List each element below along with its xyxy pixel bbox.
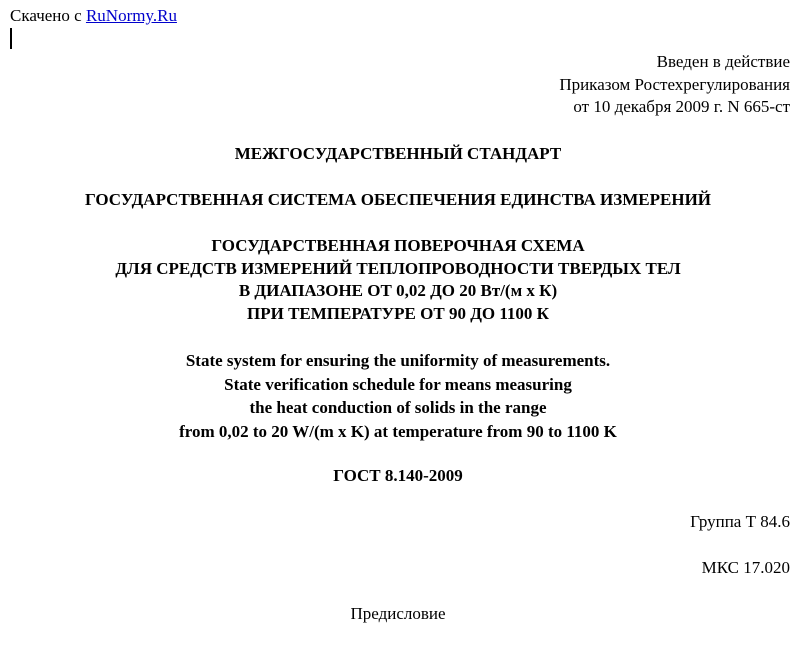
enactment-note bbox=[559, 51, 790, 119]
english-title-line: from 0,02 to 20 W/(m x K) at temperature from 90 to 1100 K bbox=[179, 421, 617, 441]
runormy-link[interactable]: RuNormy.Ru bbox=[85, 6, 177, 25]
scheme-title-line: В ДИАПАЗОНЕ ОТ 0,02 ДО 20 Вт/(м х К) bbox=[238, 281, 558, 300]
measurement-system-heading: ГОСУДАРСТВЕННАЯ СИСТЕМА ОБЕСПЕЧЕНИЯ ЕДИНСТВА ИЗМЕРЕНИЙ bbox=[84, 190, 712, 209]
verification-scheme-title bbox=[0, 235, 796, 325]
english-title-line: the heat conduction of solids in the range bbox=[249, 398, 547, 417]
mks-code: МКС 17.020 bbox=[701, 558, 790, 577]
enactment-line-3: от 10 декабря 2009 г. N 665-ст bbox=[573, 97, 790, 116]
enactment-line-1: Введен в действие bbox=[656, 52, 790, 71]
interstate-standard-heading: МЕЖГОСУДАРСТВЕННЫЙ СТАНДАРТ bbox=[234, 144, 562, 163]
english-title-line: State system for ensuring the uniformity of measurements. bbox=[185, 351, 611, 370]
scheme-title-line: ГОСУДАРСТВЕННАЯ ПОВЕРОЧНАЯ СХЕМА bbox=[211, 236, 585, 255]
download-source-prefix: Скачено с bbox=[10, 6, 82, 25]
scheme-title-line: ДЛЯ СРЕДСТВ ИЗМЕРЕНИЙ ТЕПЛОПРОВОДНОСТИ ТВЕРДЫХ ТЕЛ bbox=[115, 258, 681, 278]
enactment-line-2: Приказом Ростехрегулирования bbox=[559, 74, 790, 94]
group-code: Группа Т 84.6 bbox=[690, 512, 790, 531]
download-source-line bbox=[10, 6, 177, 26]
text-cursor bbox=[10, 28, 12, 49]
preface-heading: Предисловие bbox=[350, 604, 446, 623]
gost-number: ГОСТ 8.140-2009 bbox=[333, 466, 463, 485]
english-title-line: State verification schedule for means measuring bbox=[224, 374, 572, 394]
english-title bbox=[0, 349, 796, 443]
scheme-title-line: ПРИ ТЕМПЕРАТУРЕ ОТ 90 ДО 1100 К bbox=[246, 303, 549, 323]
